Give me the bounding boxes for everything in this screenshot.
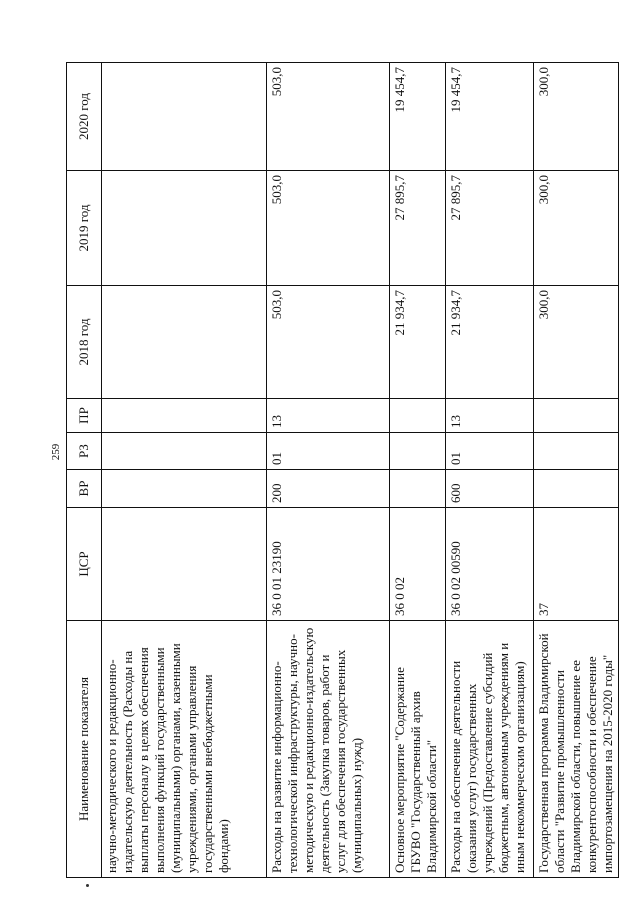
cell-2018: 503,0 xyxy=(267,286,390,399)
cell-2018: 21 934,7 xyxy=(390,286,446,399)
header-row xyxy=(67,63,102,878)
cell-2019: 27 895,7 xyxy=(390,171,446,286)
cell-2018: 300,0 xyxy=(534,286,619,399)
cell-rz xyxy=(102,433,267,470)
cell-2020: 19 454,7 xyxy=(446,63,534,171)
cell-name: Основное мероприятие "Содержание ГБУВО "Государственный архив Владимирской области" xyxy=(390,621,446,878)
cell-2018 xyxy=(102,286,267,399)
scan-artifact-dot xyxy=(86,884,89,887)
header-2018: 2018 год xyxy=(67,286,102,399)
rotated-table-container xyxy=(66,63,615,878)
cell-2018: 21 934,7 xyxy=(446,286,534,399)
cell-csr: 37 xyxy=(534,508,619,621)
cell-pr xyxy=(102,399,267,433)
cell-name: научно-методического и редакционно-издательскую деятельность (Расходы на выплаты персоналу в целях обеспечения выполнения функций государственными (муниципальными) органами, казенными учреждениями, органами управления государственными внебюджетными фондами) xyxy=(102,621,267,878)
table-row xyxy=(534,63,619,878)
cell-pr xyxy=(390,399,446,433)
table-row xyxy=(390,63,446,878)
cell-2019 xyxy=(102,171,267,286)
header-rz: РЗ xyxy=(67,433,102,470)
budget-table xyxy=(66,62,619,878)
header-vr: ВР xyxy=(67,470,102,508)
cell-2019: 300,0 xyxy=(534,171,619,286)
cell-2020 xyxy=(102,63,267,171)
cell-name: Расходы на развитие информационно-технологической инфраструктуры, научно-методическую и редакционно-издательскую деятельность (Закупка товаров, работ и услуг для обеспечения государственных (муниципальных) нужд) xyxy=(267,621,390,878)
cell-csr xyxy=(102,508,267,621)
cell-2019: 503,0 xyxy=(267,171,390,286)
header-2019: 2019 год xyxy=(67,171,102,286)
table-row xyxy=(102,63,267,878)
cell-rz: 01 xyxy=(446,433,534,470)
cell-pr xyxy=(534,399,619,433)
cell-csr: 36 0 02 00590 xyxy=(446,508,534,621)
cell-vr xyxy=(534,470,619,508)
cell-vr xyxy=(102,470,267,508)
table-row xyxy=(267,63,390,878)
header-name: Наименование показателя xyxy=(67,621,102,878)
page-number: 259 xyxy=(50,443,62,461)
cell-rz: 01 xyxy=(267,433,390,470)
cell-vr xyxy=(390,470,446,508)
cell-csr: 36 0 02 xyxy=(390,508,446,621)
header-2020: 2020 год xyxy=(67,63,102,171)
cell-2019: 27 895,7 xyxy=(446,171,534,286)
cell-csr: 36 0 01 23190 xyxy=(267,508,390,621)
cell-name: Расходы на обеспечение деятельности (оказания услуг) государственных учреждений (Предоставление субсидий бюджетным, автономным учреждениям и иным некоммерческим организациям) xyxy=(446,621,534,878)
cell-name: Государственная программа Владимирской области "Развитие промышленности Владимирской области, повышение ее конкурентоспособности и обеспечение импортозамещения на 2015-2020 годы" xyxy=(534,621,619,878)
cell-2020: 503,0 xyxy=(267,63,390,171)
table-row xyxy=(446,63,534,878)
cell-2020: 300,0 xyxy=(534,63,619,171)
cell-rz xyxy=(534,433,619,470)
cell-vr: 200 xyxy=(267,470,390,508)
header-pr: ПР xyxy=(67,399,102,433)
cell-2020: 19 454,7 xyxy=(390,63,446,171)
cell-vr: 600 xyxy=(446,470,534,508)
cell-rz xyxy=(390,433,446,470)
header-csr: ЦСР xyxy=(67,508,102,621)
cell-pr: 13 xyxy=(446,399,534,433)
cell-pr: 13 xyxy=(267,399,390,433)
